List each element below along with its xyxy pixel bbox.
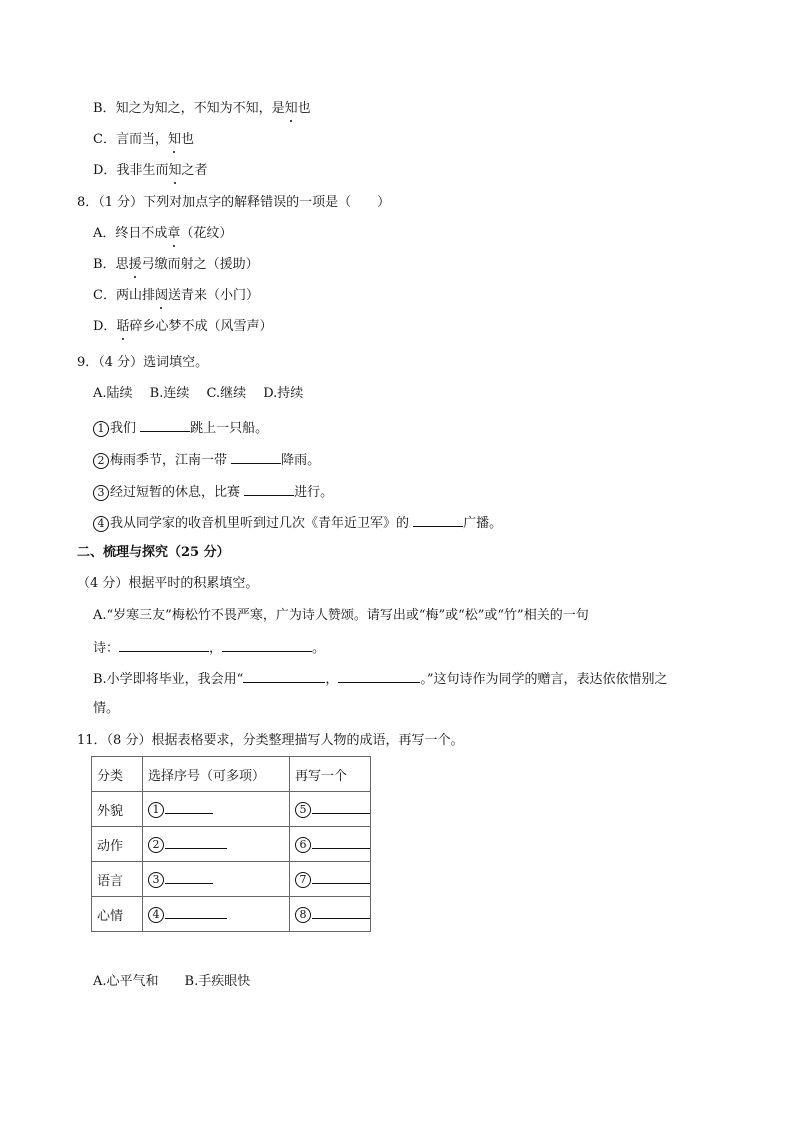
table-header-cell: 选择序号（可多项）	[143, 757, 290, 792]
circled-number: 2	[148, 837, 164, 853]
item-text: 跳上一只船。	[190, 421, 269, 436]
option-letter: C．	[93, 132, 116, 147]
q11-stem: 11．（8 分）根据表格要求，分类整理描写人物的成语，再写一个。	[77, 733, 464, 748]
dotted-char: 知	[168, 163, 182, 178]
circled-number: 6	[295, 837, 311, 853]
q10-stem: （4 分）根据平时的积累填空。	[77, 576, 259, 591]
q10-b-line2: 情。	[93, 701, 120, 716]
answer-blank[interactable]	[338, 669, 420, 683]
q8-option-b	[93, 256, 259, 274]
q8-option-d	[93, 318, 272, 336]
answer-blank[interactable]	[244, 482, 294, 496]
item-text: 。	[312, 641, 326, 656]
option-letter: D．	[93, 319, 117, 334]
circled-number: 5	[295, 802, 311, 818]
dotted-char: 知	[284, 101, 298, 116]
circled-number: 7	[295, 872, 311, 888]
q7-option-d	[93, 162, 207, 180]
option-text: 终日不成	[115, 226, 168, 241]
table-header-row	[92, 757, 371, 792]
select-cell	[143, 792, 290, 827]
answer-blank[interactable]	[312, 870, 370, 884]
q7-option-c	[93, 131, 194, 149]
q11-options: A.心平气和 B.手疾眼快	[93, 974, 251, 989]
dotted-char: 知	[167, 132, 181, 147]
item-text: 诗：	[93, 641, 120, 656]
q10-a-line2	[93, 638, 325, 658]
circled-number: 8	[295, 907, 311, 923]
answer-blank[interactable]	[165, 905, 227, 919]
circled-number: 3	[93, 485, 109, 501]
q8-stem: 8．（1 分）下列对加点字的解释错误的一项是（ ）	[77, 195, 391, 210]
select-cell	[143, 862, 290, 897]
item-text: 我从同学家的收音机里听到过几次《青年近卫军》的	[110, 516, 414, 531]
item-text: 我们	[110, 421, 141, 436]
dotted-char: 章	[167, 226, 181, 241]
option-letter: A．	[93, 226, 116, 241]
answer-blank[interactable]	[413, 513, 463, 527]
option-text: 弓缴而射之（援助）	[141, 257, 259, 272]
item-text: 梅雨季节，江南一带	[110, 453, 232, 468]
circled-number: 4	[148, 907, 164, 923]
q8-option-c	[93, 287, 259, 305]
item-text: ，	[325, 672, 339, 687]
answer-blank[interactable]	[165, 800, 213, 814]
circled-number: 4	[93, 516, 109, 532]
item-text: 广播。	[463, 516, 503, 531]
option-text: （花纹）	[180, 226, 233, 241]
answer-blank[interactable]	[312, 800, 370, 814]
circled-number: 3	[148, 872, 164, 888]
write-cell	[290, 862, 371, 897]
item-text: 进行。	[294, 485, 334, 500]
dotted-char: 聒	[116, 319, 130, 334]
answer-blank[interactable]	[312, 905, 370, 919]
table-header-cell: 分类	[92, 757, 143, 792]
answer-blank[interactable]	[231, 450, 281, 464]
write-cell	[290, 897, 371, 932]
answer-blank[interactable]	[165, 835, 227, 849]
q9-stem: 9．（4 分）选词填空。	[77, 355, 209, 370]
table-header-cell: 再写一个	[290, 757, 371, 792]
option-text: 也	[180, 132, 194, 147]
answer-blank[interactable]	[312, 835, 370, 849]
item-text: 。”这句诗作为同学的赠言，表达依依惜别之	[420, 672, 668, 687]
answer-blank[interactable]	[222, 638, 312, 652]
category-cell: 动作	[92, 827, 143, 862]
write-cell	[290, 827, 371, 862]
select-cell	[143, 827, 290, 862]
option-letter: B．	[93, 101, 116, 116]
item-text: ，	[209, 641, 223, 656]
q8-option-a	[93, 225, 232, 243]
q10-a-line1: A.“岁寒三友”梅松竹不畏严寒，广为诗人赞颂。请写出或“梅”或“松”或“竹”相关的一句	[93, 608, 589, 623]
q10-b-line1	[93, 669, 668, 689]
q7-option-b	[93, 100, 311, 118]
option-letter: D．	[93, 163, 117, 178]
item-text: 降雨。	[281, 453, 321, 468]
option-text: 碎乡心梦不成（风雪声）	[129, 319, 273, 334]
item-text: B.小学即将毕业，我会用“	[93, 672, 244, 687]
q9-item-3	[93, 482, 333, 502]
answer-blank[interactable]	[165, 870, 213, 884]
section-title: 二、梳理与探究（25 分）	[77, 545, 230, 560]
option-text: 也	[297, 101, 311, 116]
answer-blank[interactable]	[119, 638, 209, 652]
q9-item-1	[93, 418, 268, 438]
option-text: 我非生而	[116, 163, 169, 178]
option-text: 两山排	[115, 288, 155, 303]
circled-number: 1	[93, 421, 109, 437]
select-cell	[143, 897, 290, 932]
q9-item-4	[93, 513, 502, 533]
option-text: 知之为知之，不知为不知，是	[115, 101, 285, 116]
option-text: 之者	[181, 163, 208, 178]
answer-blank[interactable]	[140, 418, 190, 432]
option-letter: C．	[93, 288, 116, 303]
dotted-char: 援	[128, 257, 142, 272]
option-text: 思	[115, 257, 129, 272]
answer-blank[interactable]	[243, 669, 325, 683]
category-cell: 语言	[92, 862, 143, 897]
table-row	[92, 897, 371, 932]
q9-choices: A.陆续 B.连续 C.继续 D.持续	[93, 386, 304, 401]
table-row	[92, 792, 371, 827]
table-row	[92, 827, 371, 862]
table-row	[92, 862, 371, 897]
option-letter: B．	[93, 257, 116, 272]
idiom-table	[91, 756, 371, 932]
q9-item-2	[93, 450, 320, 470]
circled-number: 1	[148, 802, 164, 818]
category-cell: 心情	[92, 897, 143, 932]
circled-number: 2	[93, 453, 109, 469]
option-text: 言而当，	[115, 132, 168, 147]
item-text: 经过短暂的休息，比赛	[110, 485, 245, 500]
option-text: 送青来（小门）	[167, 288, 259, 303]
category-cell: 外貌	[92, 792, 143, 827]
write-cell	[290, 792, 371, 827]
dotted-char: 闼	[154, 288, 168, 303]
